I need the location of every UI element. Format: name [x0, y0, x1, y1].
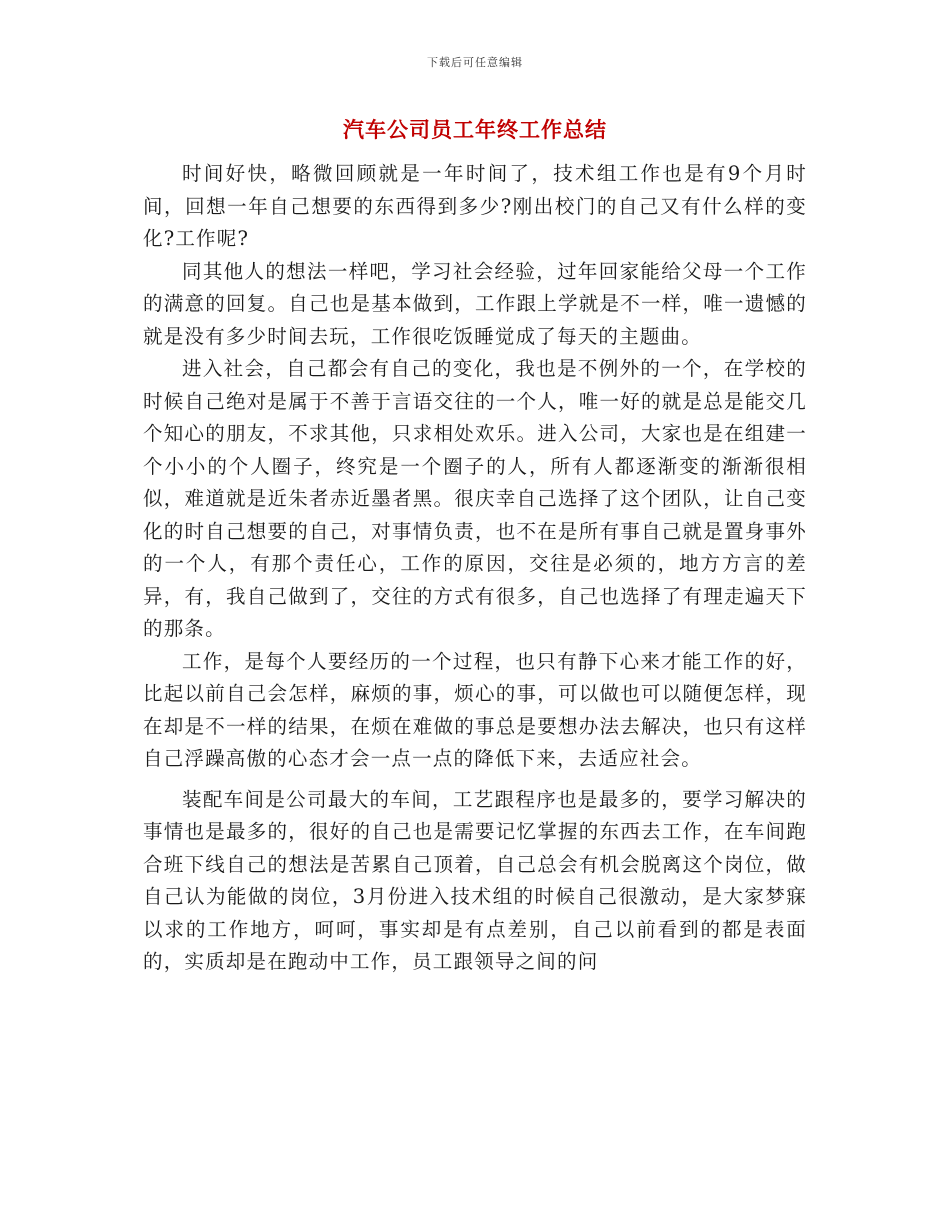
header-note: 下载后可任意编辑	[427, 56, 523, 69]
paragraph-1: 时间好快，略微回顾就是一年时间了，技术组工作也是有9个月时间，回想一年自己想要的东西得到多少?刚出校门的自己又有什么样的变化?工作呢?	[143, 162, 807, 250]
document-title: 汽车公司员工年终工作总结	[343, 117, 607, 142]
paragraph-4: 工作，是每个人要经历的一个过程，也只有静下心来才能工作的好，比起以前自己会怎样，麻烦的事，烦心的事，可以做也可以随便怎样，现在却是不一样的结果，在烦在难做的事总是要想办法去解决，也只有这样自己浮躁高傲的心态才会一点一点的降低下来，去适应社会。	[143, 649, 807, 770]
paragraph-5: 装配车间是公司最大的车间，工艺跟程序也是最多的，要学习解决的事情也是最多的，很好的自己也是需要记忆掌握的东西去工作，在车间跑合班下线自己的想法是苦累自己顶着，自己总会有机会脱离这个岗位，做自己认为能做的岗位，3月份进入技术组的时候自己很激动，是大家梦寐以求的工作地方，呵呵，事实却是有点差别，自己以前看到的都是表面的，实质却是在跑动中工作，员工跟领导之间的问	[143, 787, 807, 973]
paragraph-3: 进入社会，自己都会有自己的变化，我也是不例外的一个，在学校的时候自己绝对是属于不善于言语交往的一个人，唯一好的就是总是能交几个知心的朋友，不求其他，只求相处欢乐。进入公司，大家也是在组建一个小小的个人圈子，终究是一个圈子的人，所有人都逐渐变的渐渐很相似，难道就是近朱者赤近墨者黑。很庆幸自己选择了这个团队，让自己变化的时自己想要的自己，对事情负责，也不在是所有事自己就是置身事外的一个人，有那个责任心，工作的原因，交往是必须的，地方方言的差异，有，我自己做到了，交往的方式有很多，自己也选择了有理走遍天下的那条。	[143, 357, 807, 640]
document-body	[143, 158, 807, 979]
paragraph-2: 同其他人的想法一样吧，学习社会经验，过年回家能给父母一个工作的满意的回复。自己也是基本做到，工作跟上学就是不一样，唯一遗憾的就是没有多少时间去玩，工作很吃饭睡觉成了每天的主题曲。	[143, 259, 807, 348]
